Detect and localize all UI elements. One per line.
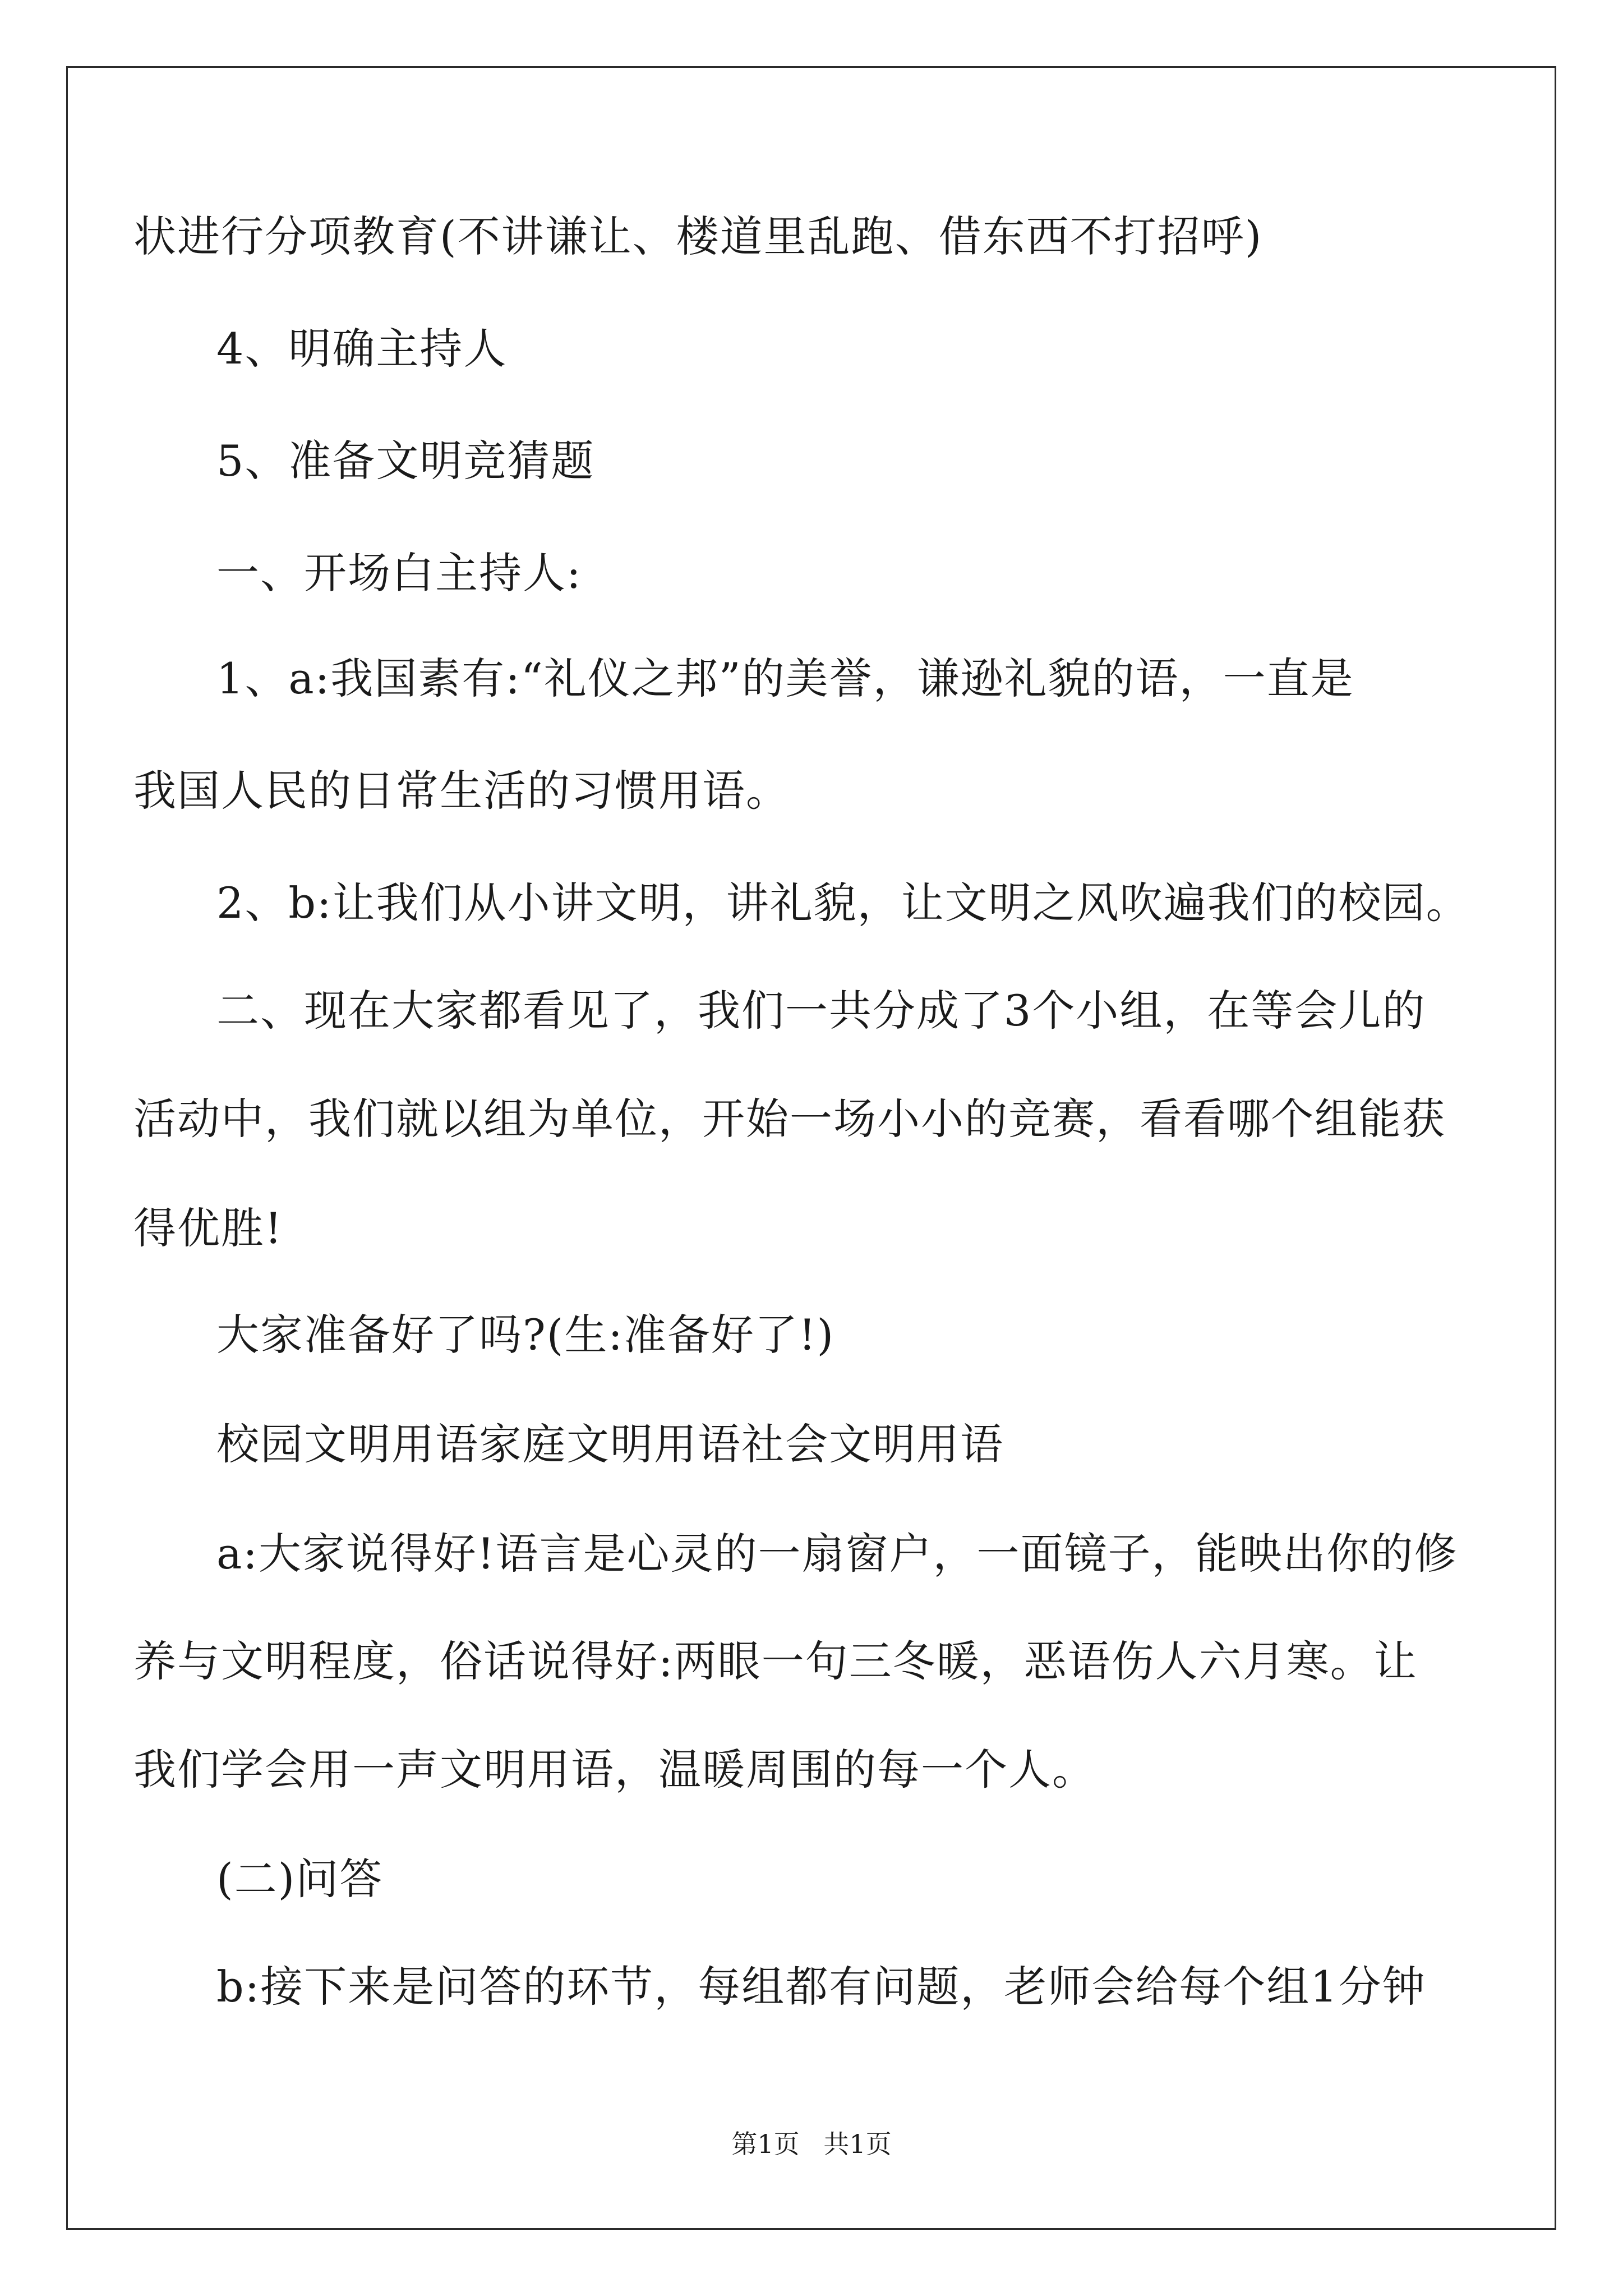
text-line: 二、现在大家都看见了，我们一共分成了3个小组，在等会儿的 [216, 986, 1426, 1036]
text-line: 一、开场白主持人: [216, 548, 582, 598]
text-line: 得优胜! [133, 1203, 283, 1253]
text-line: 养与文明程度，俗话说得好:两眼一句三冬暖，恶语伤人六月寒。让 [133, 1636, 1418, 1686]
text-line: 校园文明用语家庭文明用语社会文明用语 [216, 1419, 1004, 1469]
text-line: 我国人民的日常生活的习惯用语。 [133, 766, 790, 816]
text-line: 4、明确主持人 [216, 324, 508, 374]
text-line: 我们学会用一声文明用语，温暖周围的每一个人。 [133, 1745, 1096, 1795]
page-footer [0, 2127, 1623, 2161]
page-total: 共1页 [823, 2129, 892, 2159]
text-line: 大家准备好了吗?(生:准备好了!) [216, 1310, 835, 1360]
text-line: b:接下来是问答的环节，每组都有问题，老师会给每个组1分钟 [216, 1962, 1426, 2012]
text-line: 活动中，我们就以组为单位，开始一场小小的竞赛，看看哪个组能获 [133, 1094, 1446, 1144]
text-line: 5、准备文明竞猜题 [216, 436, 595, 486]
page-number: 第1页 [731, 2129, 800, 2159]
text-line: 1、a:我国素有:“礼仪之邦”的美誉，谦逊礼貌的语，一直是 [216, 654, 1354, 703]
text-line: 状进行分项教育(不讲谦让、楼道里乱跑、借东西不打招呼) [133, 211, 1263, 261]
text-line: (二)问答 [216, 1854, 384, 1904]
text-line: 2、b:让我们从小讲文明，讲礼貌，让文明之风吹遍我们的校园。 [216, 878, 1470, 928]
text-line: a:大家说得好!语言是心灵的一扇窗户，一面镜子，能映出你的修 [216, 1529, 1458, 1579]
